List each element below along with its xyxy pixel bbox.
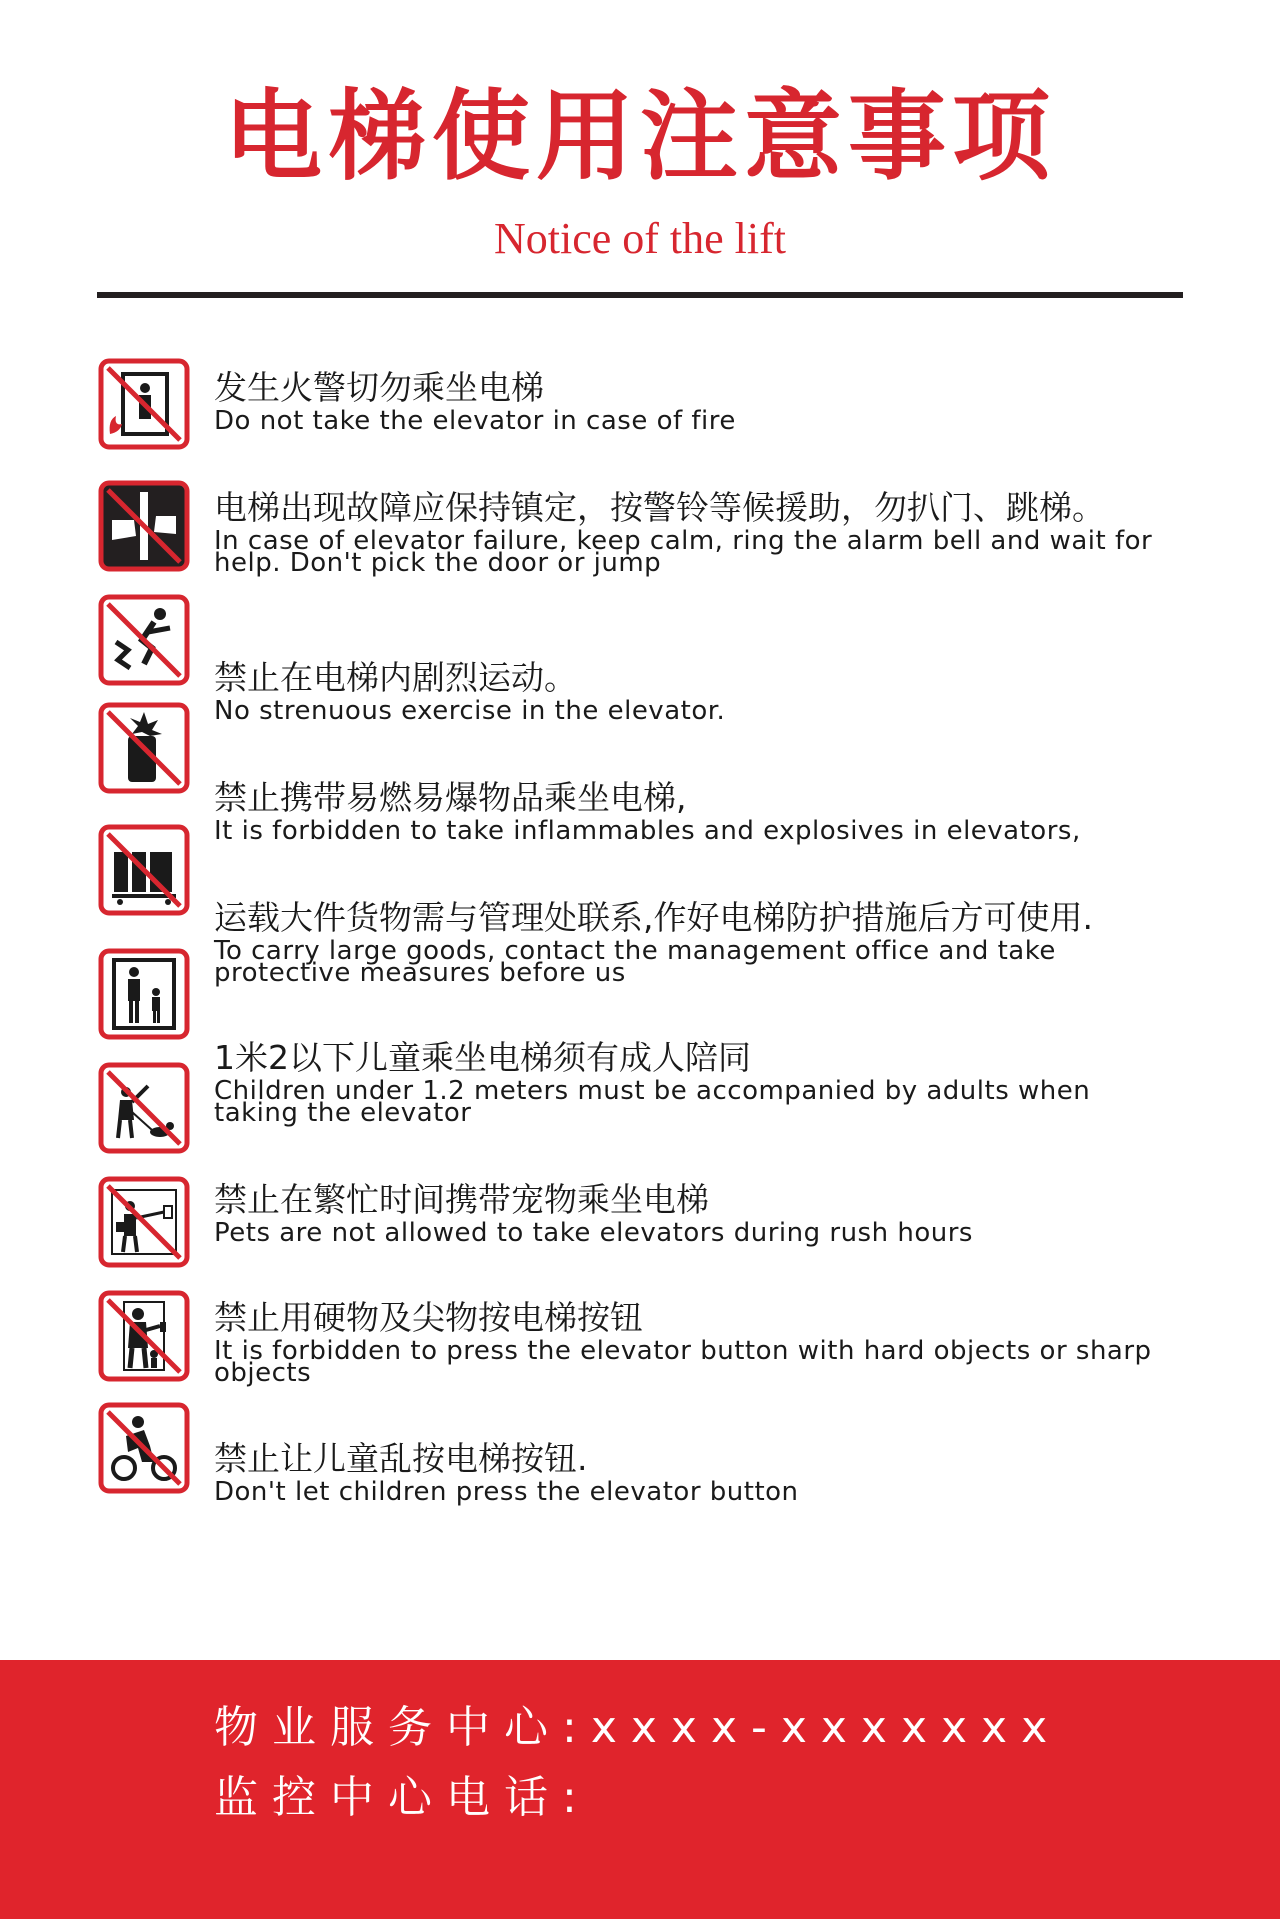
contact-footer <box>0 1660 1280 1919</box>
notice-cn: 1米2以下儿童乘坐电梯须有成人陪同 <box>214 1038 751 1077</box>
notice-en: Don't let children press the elevator button <box>214 1477 799 1507</box>
page-subtitle: Notice of the lift <box>493 214 786 263</box>
notice-cn: 运载大件货物需与管理处联系,作好电梯防护措施后方可使用. <box>214 898 1093 937</box>
notice-en: To carry large goods, contact the management office and take protective measures before us <box>214 936 1056 988</box>
notice-cn: 禁止让儿童乱按电梯按钮. <box>214 1439 588 1478</box>
notice-en: Do not take the elevator in case of fire <box>214 406 736 436</box>
no-jumping-icon <box>98 594 190 686</box>
divider <box>97 292 1183 298</box>
no-bicycle-icon <box>98 1290 190 1382</box>
no-explosives-icon <box>98 702 190 794</box>
property-service-phone: 物业服务中心:xxxx-xxxxxxx <box>214 1702 1062 1753</box>
no-elevator-in-fire-icon <box>98 358 190 450</box>
notice-cn: 禁止在电梯内剧烈运动。 <box>214 658 577 697</box>
no-pressing-button-hard-object-icon <box>98 1176 190 1268</box>
notice-en: It is forbidden to press the elevator button with hard objects or sharp objects <box>214 1336 1152 1388</box>
notice-cn: 发生火警切勿乘坐电梯 <box>214 368 544 407</box>
notice-en: Pets are not allowed to take elevators during rush hours <box>214 1218 973 1248</box>
notice-item <box>214 658 1174 726</box>
notice-en: No strenuous exercise in the elevator. <box>214 696 726 726</box>
no-smoking-icon <box>98 1402 190 1494</box>
notice-item <box>214 898 1174 988</box>
page-title: 电梯使用注意事项 <box>223 80 1056 194</box>
notice-item <box>214 778 1174 846</box>
no-pets-icon <box>98 1062 190 1154</box>
notice-item <box>214 488 1174 578</box>
notice-item <box>214 1439 1174 1507</box>
notice-cn: 电梯出现故障应保持镇定，按警铃等候援助，勿扒门、跳梯。 <box>214 488 1105 527</box>
notice-item <box>214 368 1174 436</box>
notice-en: In case of elevator failure, keep calm, ring the alarm bell and wait for help. Don't pick the door or jump <box>214 526 1153 578</box>
notice-en: Children under 1.2 meters must be accompanied by adults when taking the elevator <box>214 1076 1091 1128</box>
notice-item <box>214 1038 1174 1128</box>
notice-cn: 禁止携带易燃易爆物品乘坐电梯, <box>214 778 687 817</box>
no-large-cargo-icon <box>98 824 190 916</box>
notice-cn: 禁止用硬物及尖物按电梯按钮 <box>214 1298 643 1337</box>
monitoring-center-phone: 监控中心电话: <box>214 1772 591 1823</box>
notice-en: It is forbidden to take inflammables and explosives in elevators, <box>214 816 1081 846</box>
notice-cn: 禁止在繁忙时间携带宠物乘坐电梯 <box>214 1180 709 1219</box>
no-prying-door-icon <box>98 480 190 572</box>
notice-item <box>214 1298 1174 1388</box>
notice-item <box>214 1180 1174 1248</box>
child-with-adult-icon <box>98 948 190 1040</box>
